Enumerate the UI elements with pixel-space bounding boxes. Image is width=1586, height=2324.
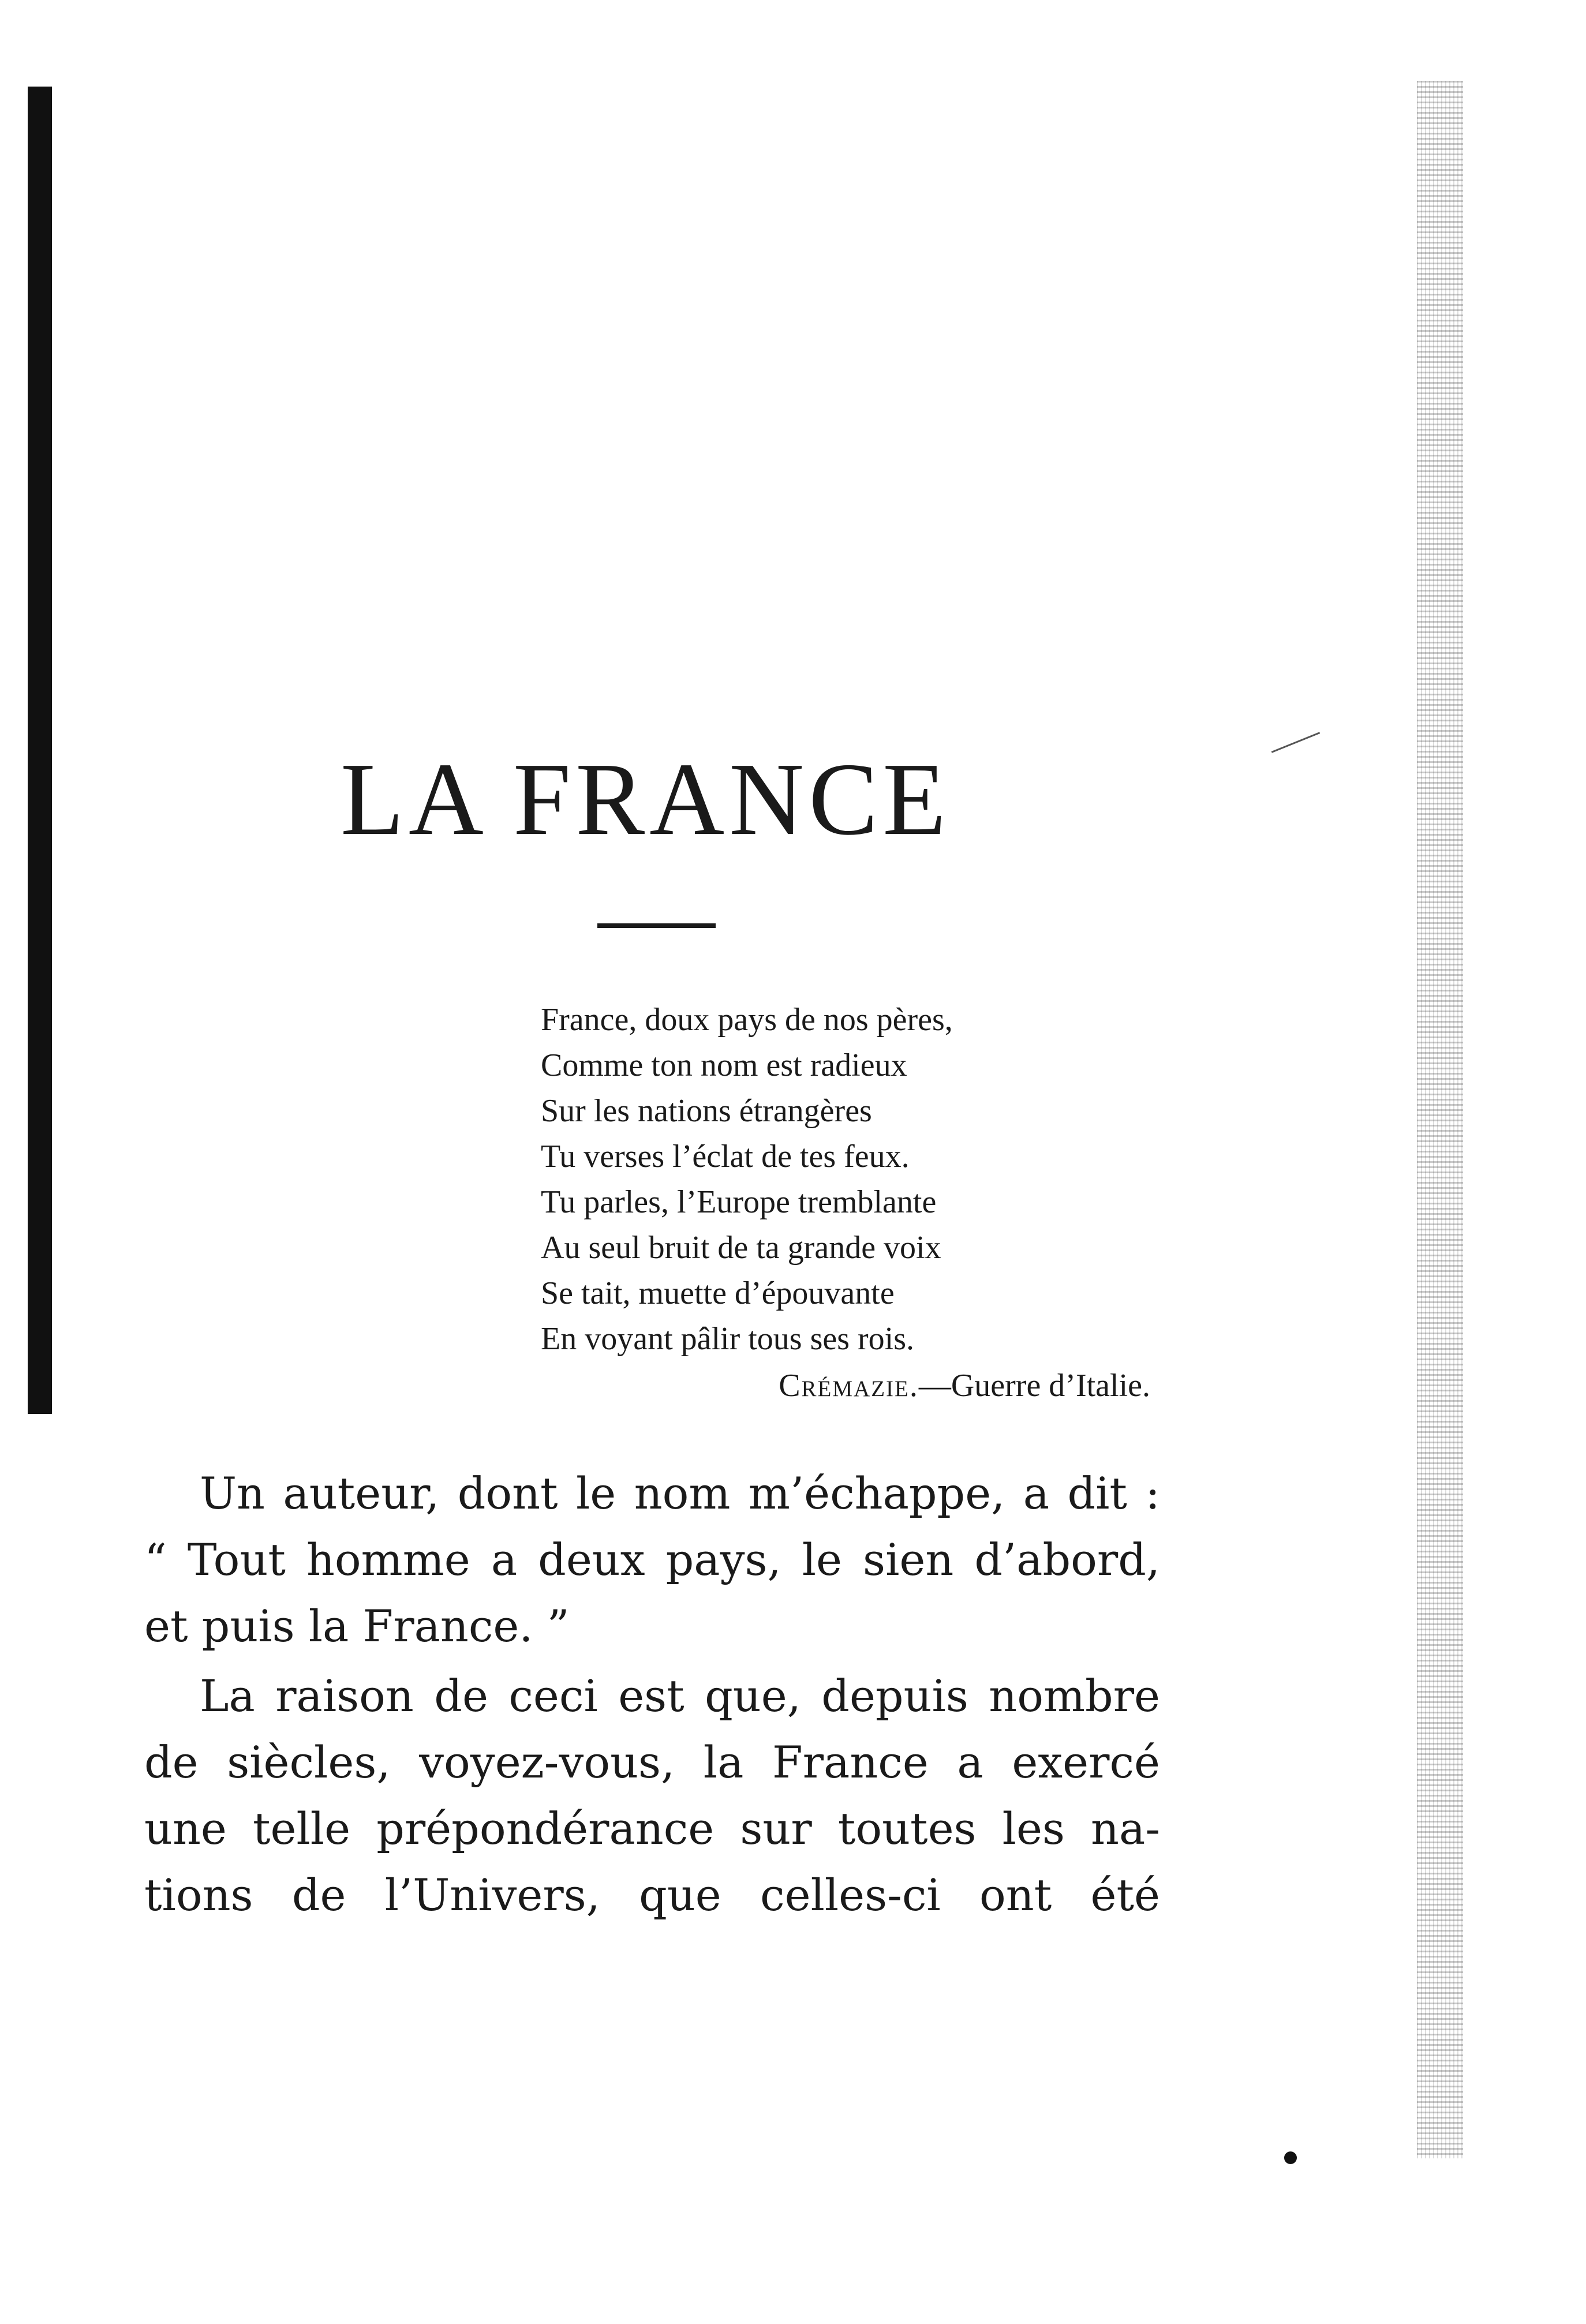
binding-edge-bar	[28, 87, 52, 1414]
paragraph: Un auteur, dont le nom m’échappe, a dit : “ Tout homme a deux pays, le sien d’abord, et puis la France. ”	[144, 1468, 1160, 1652]
ink-spot	[1284, 2151, 1297, 2164]
title-divider	[597, 923, 716, 928]
epigraph-source: —Guerre d’Italie.	[918, 1368, 1150, 1404]
page-edge-texture	[1417, 81, 1463, 2158]
verse-line: Tu parles, l’Europe tremblante	[541, 1184, 937, 1220]
verse-line: France, doux pays de nos pères,	[541, 1002, 953, 1038]
verse-line: Comme ton nom est radieux	[541, 1047, 907, 1083]
verse-line: Sur les nations étrangères	[541, 1093, 872, 1129]
epigraph-poem	[541, 997, 1153, 1409]
verse-line: Se tait, muette d’épouvante	[541, 1275, 895, 1311]
verse-line: Au seul bruit de ta grande voix	[541, 1230, 941, 1266]
verse-line: En voyant pâlir tous ses rois.	[541, 1321, 915, 1357]
stray-mark	[1271, 732, 1321, 753]
verse-line: Tu verses l’éclat de tes feux.	[541, 1139, 910, 1174]
page-title: LA FRANCE	[341, 742, 951, 856]
paragraph: La raison de ceci est que, depuis nombre de siècles, voyez-vous, la France a exercé une telle prépondérance sur toutes les na-tions de l’Univers, que celles-ci ont été	[144, 1670, 1160, 1921]
body-text	[144, 1460, 1160, 1932]
epigraph-author: Crémazie.	[779, 1368, 919, 1404]
epigraph-attribution	[541, 1363, 1153, 1409]
